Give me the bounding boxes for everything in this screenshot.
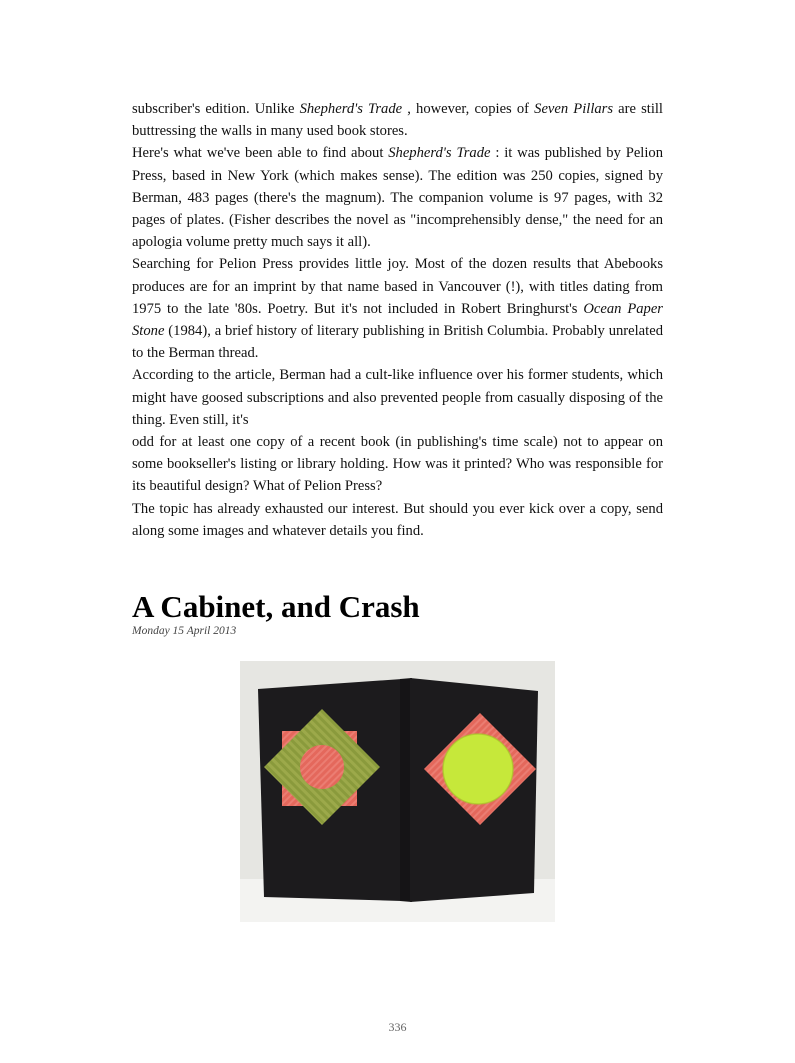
text-run: , however, copies of — [402, 101, 535, 117]
text-run: (1984), a brief history of literary publishing in British Columbia. Probably unrelated to the Berman thread. — [132, 323, 663, 362]
paragraph — [132, 364, 663, 431]
book-illustration — [240, 661, 555, 922]
text-run: The topic has already exhausted our interest. But should you ever kick over a copy, send along some images and whatever details you find. — [132, 500, 663, 539]
italic-title: Shepherd's Trade — [299, 101, 403, 117]
paragraph — [132, 253, 663, 364]
text-run: : it was published by Pelion Press, based in New York (which makes sense). The edition was 250 copies, signed by Berman, 483 pages (there's the magnum). The companion volume is 97 pages, with 32 pages of plates. (Fisher describes the novel as "incomprehensibly dense," the need for an apologia volume pretty much says it all). — [132, 145, 663, 251]
text-run: subscriber's edition. Unlike — [132, 101, 300, 117]
text-run: are still buttressing the walls in many used book stores. — [132, 101, 663, 140]
page-number: 336 — [388, 1020, 407, 1034]
article-text — [132, 98, 663, 542]
italic-title: Shepherd's Trade — [388, 145, 491, 162]
text-run: Searching for Pelion Press provides little joy. Most of the dozen results that Abebooks produces are for an imprint by that name based in Vancouver (!), with titles dating from 1975 to the late '80s. Poetry. But it's not included in Robert Bringhurst's — [132, 256, 663, 317]
paragraph — [132, 498, 663, 542]
italic-title: Ocean Paper Stone — [132, 300, 663, 340]
article-date: Monday 15 April 2013 — [132, 625, 237, 637]
text-run: odd for at least one copy of a recent book (in publishing's time scale) not to appear on some bookseller's listing or library holding. How was it printed? Who was responsible for its beautiful design? What of Pelion Press? — [132, 434, 663, 495]
text-run: Here's what we've been able to find about — [132, 145, 389, 162]
paragraph — [132, 431, 663, 498]
book-cover-photo — [240, 661, 555, 922]
italic-title: Seven Pillars — [534, 101, 614, 117]
paragraph — [132, 142, 663, 253]
article-title: A Cabinet, and Crash — [132, 589, 420, 624]
text-run: According to the article, Berman had a cult-like influence over his former students, which might have goosed subscriptions and also prevented people from casually disposing of the thing. Even still, it's — [132, 367, 663, 428]
paragraph — [132, 98, 663, 142]
